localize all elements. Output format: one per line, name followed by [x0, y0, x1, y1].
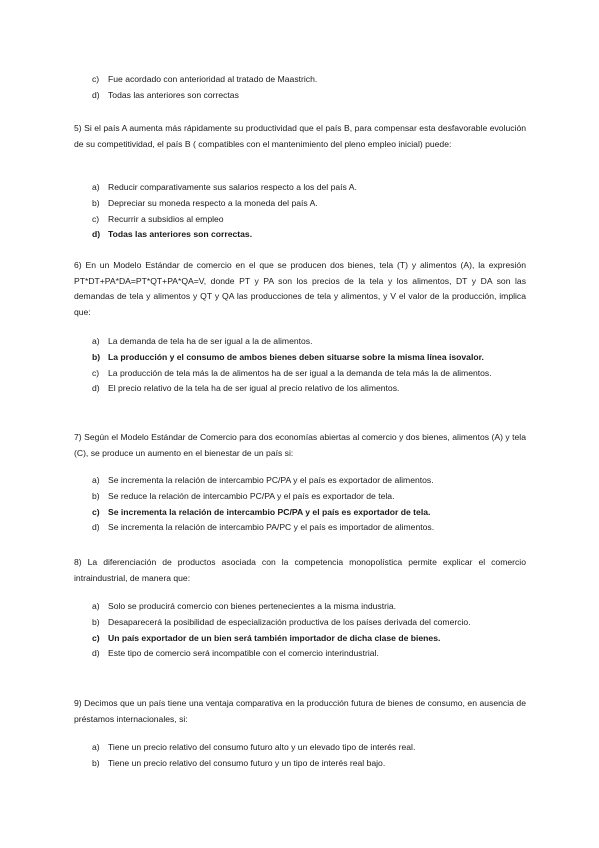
- question-6: [74, 258, 526, 320]
- option-text: Se incrementa la relación de intercambio PC/PA y el país es exportador de alimentos.: [108, 475, 434, 485]
- option-text: La producción y el consumo de ambos bienes deben situarse sobre la misma línea isovalor.: [108, 351, 484, 362]
- option-a: [74, 473, 526, 489]
- option-a: [74, 599, 526, 615]
- option-b: [74, 615, 526, 631]
- option-text: El precio relativo de la tela ha de ser igual al precio relativo de los alimentos.: [108, 383, 400, 394]
- option-label: a): [92, 336, 100, 346]
- option-text: Un país exportador de un bien será también importador de dicha clase de bienes.: [108, 632, 441, 643]
- option-text: Fue acordado con anterioridad al tratado de Maastrich.: [108, 74, 318, 84]
- option-label: b): [92, 616, 100, 627]
- option-label: b): [92, 197, 100, 208]
- option-d: [74, 381, 526, 397]
- option-label: a): [92, 475, 100, 485]
- option-label: a): [92, 742, 100, 752]
- option-text: Se reduce la relación de intercambio PC/PA y el país es exportador de tela.: [108, 490, 395, 501]
- question-5: [74, 121, 526, 152]
- question-8: [74, 555, 526, 586]
- option-text: Todas las anteriores son correctas: [108, 89, 239, 100]
- option-text: Solo se producirá comercio con bienes pertenecientes a la misma industria.: [108, 601, 397, 611]
- question-9: [74, 696, 526, 727]
- option-label: c): [92, 74, 100, 84]
- option-d: [74, 88, 526, 104]
- option-text: Todas las anteriores son correctas.: [108, 229, 253, 240]
- option-c-correct: [74, 631, 526, 647]
- option-label: a): [92, 601, 100, 611]
- option-text: Desaparecerá la posibilidad de especialización productiva de los países derivada del comercio.: [108, 616, 471, 627]
- question-5-options: [74, 180, 526, 243]
- option-label: b): [92, 757, 100, 768]
- option-label: d): [92, 383, 100, 394]
- option-label: a): [92, 182, 100, 192]
- option-label: c): [92, 632, 100, 643]
- option-d: [74, 646, 526, 662]
- option-label: c): [92, 367, 100, 378]
- option-b: [74, 489, 526, 505]
- question-text: 6) En un Modelo Estándar de comercio en el que se producen dos bienes, tela (T) y alimentos (A), la expresión PT*DT+PA*DA=PT*QT+PA*QA=V, donde PT y PA son los precios de la tela y los alimentos, DT y DA son las demandas de tela y alimentos y QT y QA las producciones de tela y alimentos, y V el valor de la producción, implica que:: [74, 260, 526, 317]
- option-text: La demanda de tela ha de ser igual a la de alimentos.: [108, 336, 313, 346]
- option-text: Tiene un precio relativo del consumo futuro alto y un elevado tipo de interés real.: [108, 742, 416, 752]
- question-text: 7) Según el Modelo Estándar de Comercio para dos economías abiertas al comercio y dos bienes, alimentos (A) y tela (C), se produce un aumento en el bienestar de un país si:: [74, 432, 526, 458]
- question-6-options: [74, 334, 526, 397]
- option-text: Este tipo de comercio será incompatible con el comercio interindustrial.: [108, 648, 379, 659]
- option-text: Reducir comparativamente sus salarios respecto a los del país A.: [108, 182, 357, 192]
- option-d-correct: [74, 227, 526, 243]
- option-c: [74, 366, 526, 382]
- option-list: [74, 473, 526, 536]
- option-text: La producción de tela más la de alimentos ha de ser igual a la demanda de tela más la de alimentos.: [108, 367, 492, 378]
- question-9-options: [74, 740, 526, 772]
- option-c: [74, 72, 526, 88]
- option-d: [74, 520, 526, 536]
- question-text: 9) Decimos que un país tiene una ventaja comparativa en la producción futura de bienes de consumo, en ausencia de préstamos internacionales, si:: [74, 698, 526, 724]
- option-b: [74, 196, 526, 212]
- question-text: 8) La diferenciación de productos asociada con la competencia monopolística permite explicar el comercio intraindustrial, de manera que:: [74, 557, 526, 583]
- option-label: d): [92, 89, 100, 100]
- option-b: [74, 756, 526, 772]
- option-list: [74, 180, 526, 243]
- option-list: [74, 599, 526, 662]
- option-label: c): [92, 213, 100, 224]
- option-b-correct: [74, 350, 526, 366]
- option-text: Se incrementa la relación de intercambio PC/PA y el país es exportador de tela.: [108, 506, 431, 517]
- question-8-options: [74, 599, 526, 662]
- question-text: 5) Si el país A aumenta más rápidamente su productividad que el país B, para compensar esta desfavorable evolución de su competitividad, el país B ( compatibles con el mantenimiento del pleno empleo inicial) puede:: [74, 123, 526, 149]
- option-c: [74, 212, 526, 228]
- option-label: b): [92, 490, 100, 501]
- option-text: Recurrir a subsidios al empleo: [108, 213, 224, 224]
- option-label: d): [92, 229, 101, 240]
- question-7-options: [74, 473, 526, 536]
- option-a: [74, 334, 526, 350]
- option-a: [74, 180, 526, 196]
- option-label: b): [92, 351, 101, 362]
- option-c-correct: [74, 505, 526, 521]
- option-list: [74, 72, 526, 104]
- option-text: Depreciar su moneda respecto a la moneda del país A.: [108, 197, 318, 208]
- question-7: [74, 430, 526, 461]
- option-text: Tiene un precio relativo del consumo futuro y un tipo de interés real bajo.: [108, 757, 386, 768]
- option-label: d): [92, 522, 100, 533]
- option-list: [74, 334, 526, 397]
- option-a: [74, 740, 526, 756]
- option-text: Se incrementa la relación de intercambio PA/PC y el país es importador de alimentos.: [108, 522, 435, 533]
- option-list: [74, 740, 526, 772]
- question-4-tail: [74, 72, 526, 104]
- option-label: d): [92, 648, 100, 659]
- option-label: c): [92, 506, 100, 517]
